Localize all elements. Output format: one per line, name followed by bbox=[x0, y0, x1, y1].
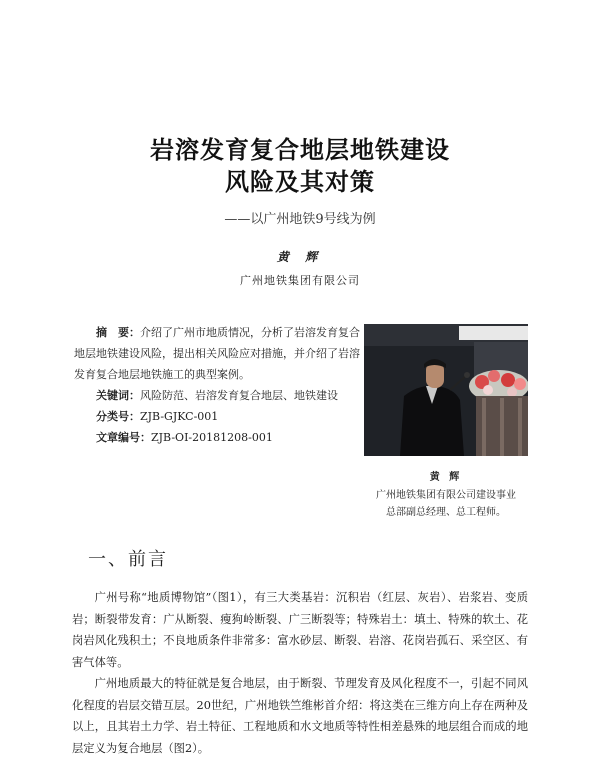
body-text bbox=[72, 587, 528, 759]
photo-caption-name: 黄 辉 bbox=[429, 472, 463, 483]
classification-value: ZJB-GJKC-001 bbox=[140, 410, 219, 423]
author-name: 黄 辉 bbox=[276, 250, 324, 264]
author-photo bbox=[364, 324, 528, 456]
body-paragraph-2: 广州地质最大的特征就是复合地层，由于断裂、节理发育及风化程度不一，引起不同风化程度的岩层交错互层。20世纪，广州地铁竺维彬首介绍：将这类在三维方向上存在两种及以上，且其岩土力学、岩土特征、工程地质和水文地质等特性相差悬殊的地层组合而成的地层定义为复合地层（图2）。 bbox=[72, 677, 528, 755]
abstract-block bbox=[74, 322, 360, 448]
section-heading: 一、前言 bbox=[88, 549, 168, 570]
photo-caption-line2: 总部副总经理、总工程师。 bbox=[386, 507, 506, 518]
photo-caption-line1: 广州地铁集团有限公司建设事业 bbox=[376, 490, 516, 501]
doc-number-label: 文章编号： bbox=[96, 431, 151, 444]
abstract-paragraph bbox=[74, 322, 360, 385]
doc-number-value: ZJB-OI-20181208-001 bbox=[151, 431, 273, 444]
paper-subtitle: ——以广州地铁9号线为例 bbox=[224, 212, 376, 227]
paper-title-line2: 风险及其对策 bbox=[225, 167, 375, 196]
abstract-text: 介绍了广州市地质情况，分析了岩溶发育复合地层地铁建设风险，提出相关风险应对措施，并介绍了岩溶发育复合地层地铁施工的典型案例。 bbox=[74, 326, 360, 381]
classification-line bbox=[74, 406, 360, 427]
paper-title-line1: 岩溶发育复合地层地铁建设 bbox=[150, 135, 450, 164]
doc-number-line bbox=[74, 427, 360, 448]
keywords-text: 风险防范、岩溶发育复合地层、地铁建设 bbox=[140, 389, 338, 402]
keywords-paragraph bbox=[74, 385, 360, 406]
abstract-label: 摘 要： bbox=[96, 326, 140, 339]
classification-label: 分类号： bbox=[96, 410, 140, 423]
keywords-label: 关键词： bbox=[96, 389, 140, 402]
author-affiliation: 广州地铁集团有限公司 bbox=[240, 274, 360, 287]
body-paragraph-1: 广州号称“地质博物馆”（图1），有三大类基岩：沉积岩（红层、灰岩）、岩浆岩、变质岩；断裂带发育：广从断裂、瘦狗岭断裂、广三断裂等；特殊岩土：填土、特殊的软土、花岗岩风化残积土；不良地质条件非常多：富水砂层、断裂、岩溶、花岗岩孤石、采空区、有害气体等。 bbox=[72, 591, 528, 669]
